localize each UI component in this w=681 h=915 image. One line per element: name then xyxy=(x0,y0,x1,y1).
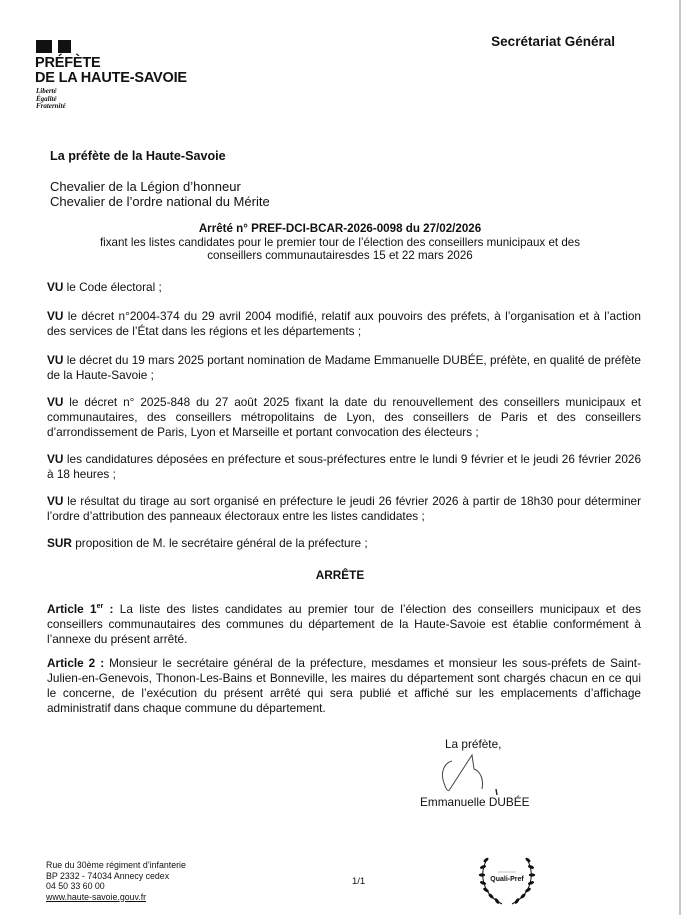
phone-number: 04 50 33 60 00 xyxy=(46,881,105,891)
authority-name: La préfète de la Haute-Savoie xyxy=(50,149,226,163)
visa-paragraph: VU le Code électoral ; xyxy=(47,280,162,294)
decision-title: ARRÊTE xyxy=(315,568,365,582)
quali-pref-label-icon xyxy=(476,850,538,908)
visa-paragraph: SUR proposition de M. le secrétaire général de la préfecture ; xyxy=(47,536,368,550)
article-1: Article 1er : La liste des listes candidates au premier tour de l’élection des conseillers municipaux et des conseillers communautaires des communes du département de la Haute-Savoie est établie conformément à l’annexe du présent arrêté. xyxy=(47,601,641,646)
prefecture-logo-title: PRÉFÈTE DE LA HAUTE-SAVOIE xyxy=(35,55,187,86)
website-link[interactable]: www.haute-savoie.gouv.fr xyxy=(46,891,147,902)
page-number: 1/1 xyxy=(352,876,366,887)
arrete-heading xyxy=(40,222,640,263)
authority-titles: Chevalier de la Légion d’honneur Chevalier de l’ordre national du Mérite xyxy=(50,179,270,209)
visa-paragraph: VU le décret n°2004-374 du 29 avril 2004 modifié, relatif aux pouvoirs des préfets, à l’organisation et à l’action des services de l’État dans les régions et les départements ; xyxy=(47,309,641,338)
svg-text:Quali-Pref: Quali-Pref xyxy=(490,876,524,883)
footer-address: Rue du 30ème régiment d’infanterie BP 2332 - 74034 Annecy cedex 04 50 33 60 00 www.haute-savoie.gouv.fr xyxy=(46,860,186,902)
visa-paragraph: VU les candidatures déposées en préfecture et sous-préfectures entre le lundi 9 février et le jeudi 26 février 2026 à 18 heures ; xyxy=(47,452,641,481)
republic-motto: Liberté Égalité Fraternité xyxy=(36,87,66,110)
visa-paragraph: VU le décret n° 2025-848 du 27 août 2025 fixant la date du renouvellement des conseillers municipaux et communautaires, des conseillers métropolitains de Lyon, des conseillers de Paris et des conseillers d’arrondissement de Paris, Lyon et Marseille et portant convocation des électeurs ; xyxy=(47,395,641,439)
handwritten-signature-icon xyxy=(436,749,516,795)
arrete-subject-line1: fixant les listes candidates pour le premier tour de l’élection des conseillers municipaux et des xyxy=(99,235,581,249)
visa-paragraph: VU le décret du 19 mars 2025 portant nomination de Madame Emmanuelle DUBÉE, préfète, en qualité de préfète de la Haute-Savoie ; xyxy=(47,353,641,382)
article-2: Article 2 : Monsieur le secrétaire général de la préfecture, mesdames et monsieur les sous-préfets de Saint-Julien-en-Genevois, Thonon-Les-Bains et Bonneville, les maires du département sont chargés chacun en ce qui le concerne, de l’exécution du présent arrêté qui sera publié et affiché sur les emplacements d’affichage administratif dans chaque commune du département. xyxy=(47,656,641,715)
visa-paragraph: VU le résultat du tirage au sort organisé en préfecture le jeudi 26 février 2026 à partir de 18h30 pour déterminer l’ordre d’attribution des panneaux électoraux entre les listes candidates ; xyxy=(47,494,641,523)
service-name: Secrétariat Général xyxy=(491,34,615,49)
arrete-subject-line2: conseillers communautairesdes 15 et 22 mars 2026 xyxy=(207,249,473,262)
signature-label: La préfète, xyxy=(445,737,502,751)
arrete-number: Arrêté n° PREF-DCI-BCAR-2026-0098 du 27/02/2026 xyxy=(198,222,482,235)
signatory-name: Emmanuelle DUBÉE xyxy=(420,795,530,809)
marianne-logo-icon xyxy=(36,40,76,54)
